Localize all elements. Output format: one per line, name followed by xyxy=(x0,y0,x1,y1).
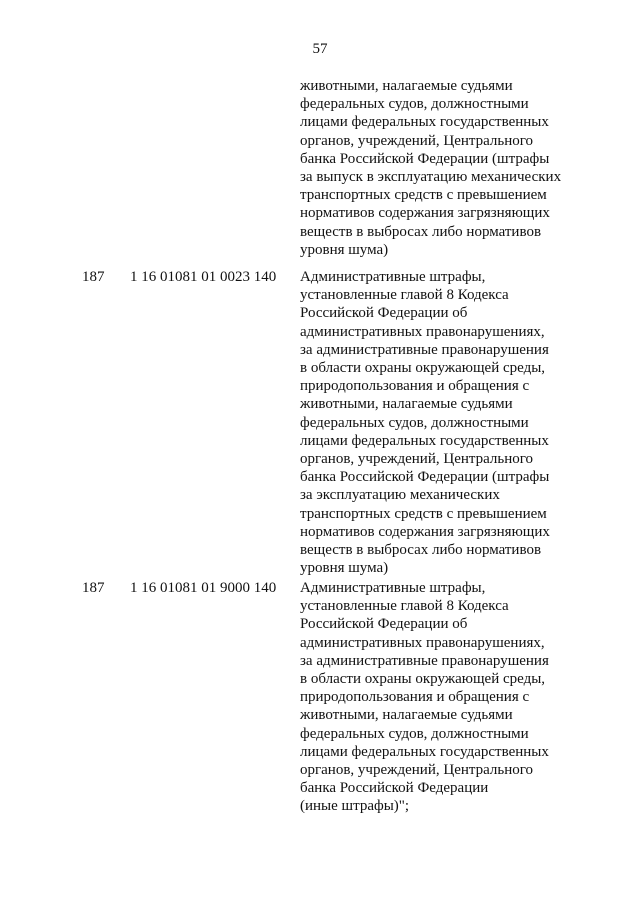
kbk-code-cell: 1 16 01081 01 0023 140 xyxy=(130,269,277,285)
kbk-code-cell: 1 16 01081 01 9000 140 xyxy=(130,580,277,596)
admin-code-cell: 187 xyxy=(82,580,105,596)
page-number: 57 xyxy=(312,41,328,57)
continuation-description: животными, налагаемые судьями федеральных судов, должностными лицами федеральных государственных органов, учреждений, Центрального банка Российской Федерации (штрафы за выпуск в эксплуатацию механических транспортных средств с превышением нормативов содержания загрязняющих веществ в выбросах либо нормативов уровня шума) xyxy=(300,78,562,258)
description-cell: Административные штрафы, установленные главой 8 Кодекса Российской Федерации об административных правонарушениях, за административные правонарушения в области охраны окружающей среды, природопользования и обращения с животными, налагаемые судьями федеральных судов, должностными лицами федеральных государственных органов, учреждений, Центрального банка Российской Федерации (иные штрафы)"; xyxy=(300,580,549,815)
description-cell: Административные штрафы, установленные главой 8 Кодекса Российской Федерации об административных правонарушениях, за административные правонарушения в области охраны окружающей среды, природопользования и обращения с животными, налагаемые судьями федеральных судов, должностными лицами федеральных государственных органов, учреждений, Центрального банка Российской Федерации (штрафы за эксплуатацию механических транспортных средств с превышением нормативов содержания загрязняющих веществ в выбросах либо нормативов уровня шума) xyxy=(300,269,550,577)
admin-code-cell: 187 xyxy=(82,269,105,285)
